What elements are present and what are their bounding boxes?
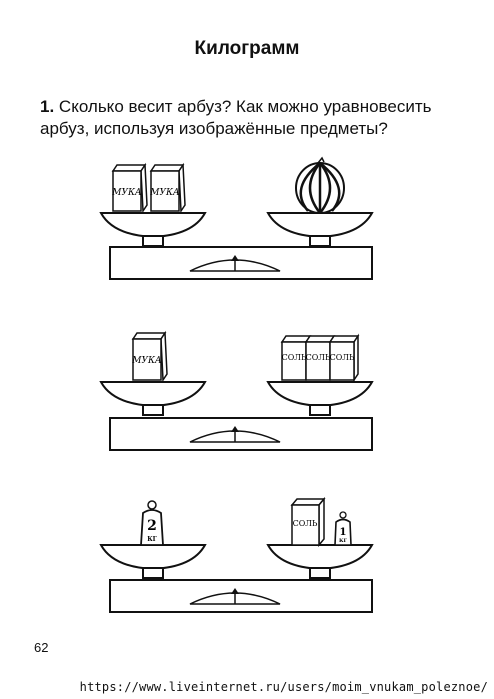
scale-base xyxy=(110,580,372,612)
scale-base xyxy=(110,247,372,279)
scale-3 xyxy=(101,499,372,612)
flour-bag xyxy=(111,165,147,211)
weight-unit: КГ xyxy=(147,536,157,543)
flour-bag xyxy=(131,333,167,380)
weight-unit: КГ xyxy=(338,538,348,544)
exercise-question xyxy=(40,96,470,140)
flour-bag xyxy=(149,165,185,211)
right-pan xyxy=(268,213,372,246)
right-pan xyxy=(268,545,372,578)
page-number: 62 xyxy=(34,640,49,655)
left-pan xyxy=(101,213,205,246)
weight-2kg xyxy=(141,501,163,545)
scale-2 xyxy=(101,333,372,450)
salt-pack xyxy=(330,336,358,380)
right-pan xyxy=(268,382,372,415)
page-title: Килограмм xyxy=(194,38,300,59)
watermelon xyxy=(296,158,344,213)
weight-value: 2 xyxy=(147,518,157,534)
left-pan xyxy=(101,382,205,415)
scale-base xyxy=(110,418,372,450)
scale-1 xyxy=(101,158,372,279)
question-number: 1. xyxy=(40,97,55,116)
salt-label: СОЛЬ xyxy=(281,353,307,362)
scales-illustration xyxy=(0,150,494,620)
salt-label: СОЛЬ xyxy=(329,353,355,362)
weight-value: 1 xyxy=(339,527,347,538)
source-url: https://www.liveinternet.ru/users/moim_vnukam_poleznoe/ xyxy=(79,680,488,694)
weight-1kg xyxy=(335,512,351,545)
flour-label: МУКА xyxy=(150,188,180,198)
flour-label: МУКА xyxy=(112,188,142,198)
question-text: Сколько весит арбуз? Как можно уравновесить арбуз, используя изображённые предметы? xyxy=(40,97,432,138)
salt-label: СОЛЬ xyxy=(292,519,318,528)
salt-pack xyxy=(292,499,324,545)
salt-label: СОЛЬ xyxy=(305,353,331,362)
left-pan xyxy=(101,545,205,578)
flour-label: МУКА xyxy=(132,356,162,366)
